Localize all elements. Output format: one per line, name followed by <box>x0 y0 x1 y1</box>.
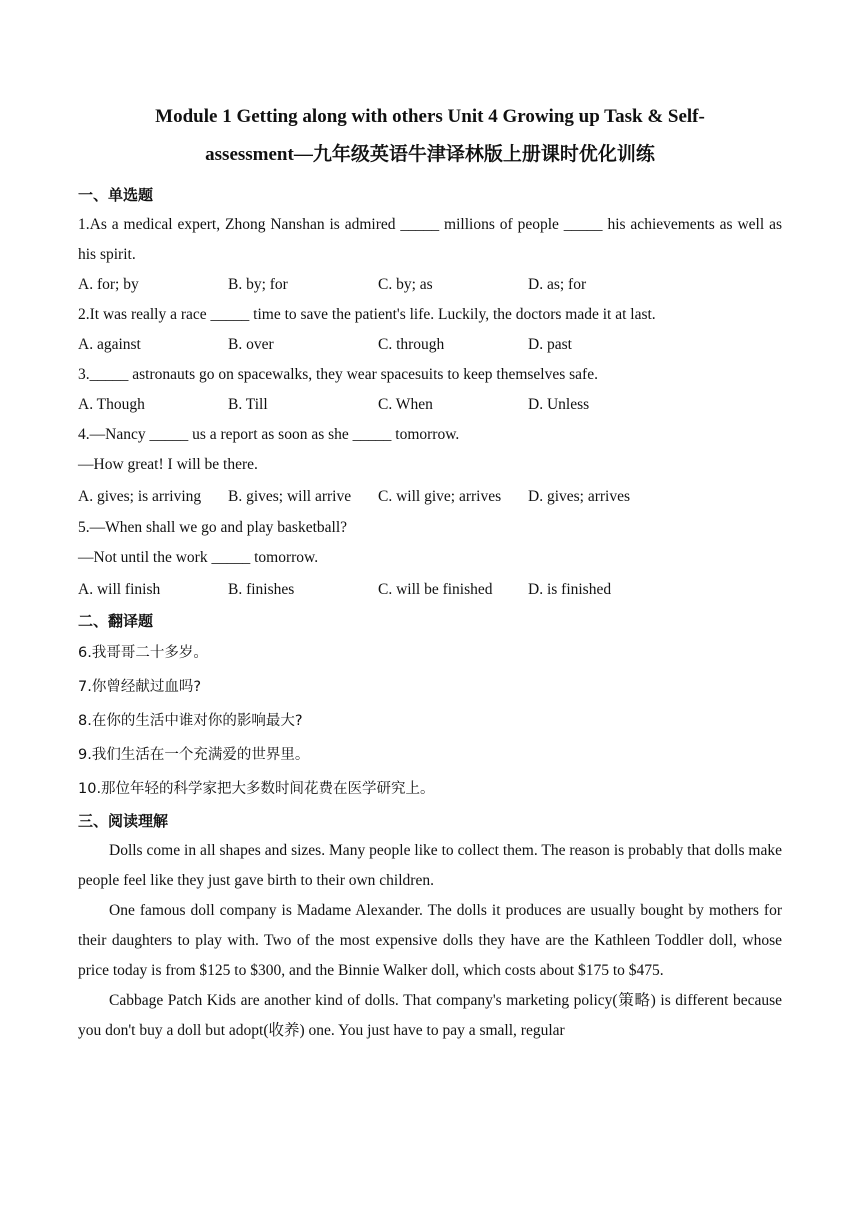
question-1 <box>78 210 782 300</box>
reading-paragraph-1: Dolls come in all shapes and sizes. Many people like to collect them. The reason is probably that dolls make people feel like they just gave birth to their own children. <box>78 842 782 889</box>
option-a: A. for; by <box>78 276 139 293</box>
question-4-reply: —How great! I will be there. <box>78 456 258 473</box>
option-b: B. over <box>228 336 274 353</box>
title-line-1: Module 1 Getting along with others Unit 4 Growing up Task & Self- <box>155 106 705 127</box>
question-1-stem: 1.As a medical expert, Zhong Nanshan is admired _____ millions of people _____ his achievements as well as his spirit. <box>78 216 782 263</box>
option-b: B. finishes <box>228 581 295 598</box>
option-c: C. When <box>378 396 433 413</box>
section-heading-single-choice: 一、单选题 <box>78 186 154 204</box>
title-line-2: assessment—九年级英语牛津译林版上册课时优化训练 <box>205 144 655 165</box>
question-5-stem: 5.—When shall we go and play basketball? <box>78 519 348 536</box>
question-5 <box>78 513 782 606</box>
question-2 <box>78 300 782 360</box>
option-a: A. against <box>78 336 141 353</box>
option-c: C. will be finished <box>378 581 493 598</box>
question-3-stem: 3._____ astronauts go on spacewalks, they wear spacesuits to keep themselves safe. <box>78 366 598 383</box>
question-3 <box>78 360 782 420</box>
translation-item-7: 7.你曾经献过血吗? <box>78 679 202 695</box>
section-heading-reading: 三、阅读理解 <box>78 812 169 830</box>
option-d: D. gives; arrives <box>528 488 631 505</box>
reading-paragraph-3: Cabbage Patch Kids are another kind of dolls. That company's marketing policy(策略) is different because you don't buy a doll but adopt(收养) one. You just have to pay a small, regular <box>78 992 782 1039</box>
section-heading-translation: 二、翻译题 <box>78 612 154 630</box>
question-5-reply: —Not until the work _____ tomorrow. <box>78 549 319 566</box>
reading-paragraph-2: One famous doll company is Madame Alexander. The dolls it produces are usually bought by mothers for their daughters to play with. Two of the most expensive dolls they have are the Kathleen Toddler doll, whose price today is from $125 to $300, and the Binnie Walker doll, which costs about $175 to $475. <box>78 902 782 979</box>
translation-item-10: 10.那位年轻的科学家把大多数时间花费在医学研究上。 <box>78 781 435 797</box>
document-title <box>78 98 782 174</box>
question-5-options <box>78 573 782 606</box>
option-a: A. gives; is arriving <box>78 488 202 505</box>
option-d: D. Unless <box>528 396 590 413</box>
option-d: D. past <box>528 336 572 353</box>
question-2-options <box>78 330 782 360</box>
option-b: B. by; for <box>228 276 288 293</box>
option-c: C. will give; arrives <box>378 488 502 505</box>
translation-item-8: 8.在你的生活中谁对你的影响最大? <box>78 713 303 729</box>
option-c: C. by; as <box>378 276 433 293</box>
question-2-stem: 2.It was really a race _____ time to save the patient's life. Luckily, the doctors made it at last. <box>78 306 656 323</box>
option-c: C. through <box>378 336 445 353</box>
option-b: B. Till <box>228 396 268 413</box>
document-content <box>78 98 782 1046</box>
option-b: B. gives; will arrive <box>228 488 352 505</box>
question-1-options <box>78 270 782 300</box>
option-d: D. is finished <box>528 581 612 598</box>
question-3-options <box>78 390 782 420</box>
option-a: A. will finish <box>78 581 161 598</box>
option-a: A. Though <box>78 396 145 413</box>
translation-item-9: 9.我们生活在一个充满爱的世界里。 <box>78 747 310 763</box>
translation-item-6: 6.我哥哥二十多岁。 <box>78 645 208 661</box>
question-4-stem: 4.—Nancy _____ us a report as soon as she _____ tomorrow. <box>78 426 460 443</box>
question-4 <box>78 420 782 513</box>
question-4-options <box>78 480 782 513</box>
option-d: D. as; for <box>528 276 587 293</box>
